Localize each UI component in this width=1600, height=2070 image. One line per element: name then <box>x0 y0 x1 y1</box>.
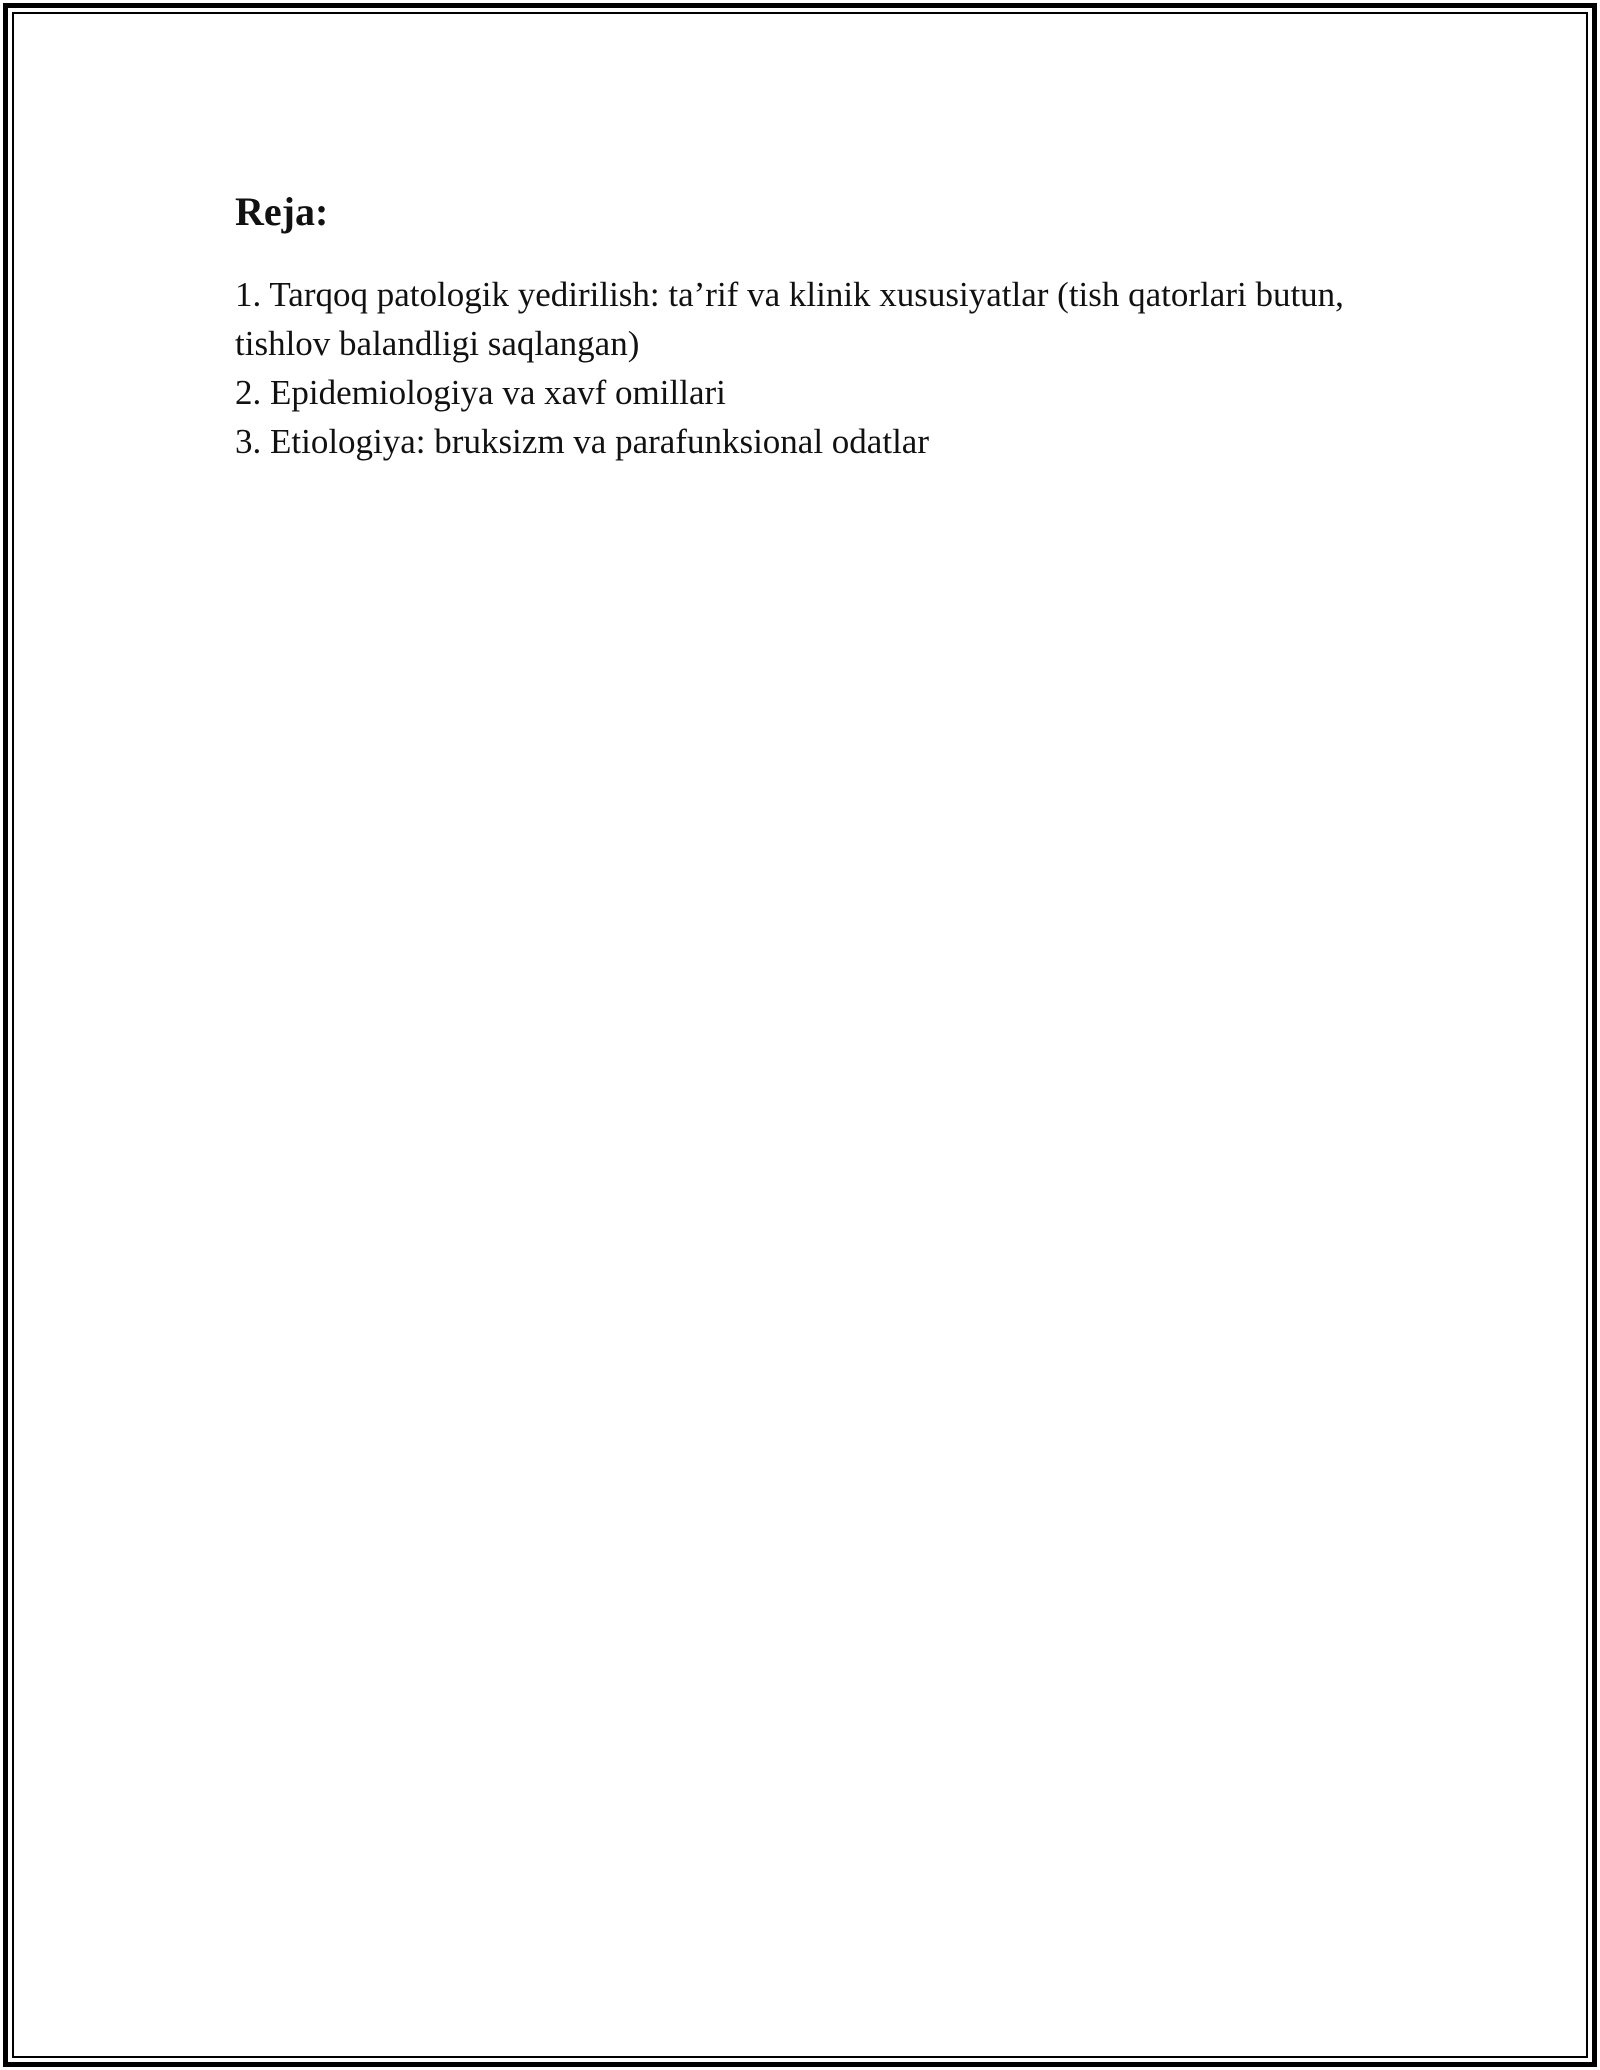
plan-item-2: 2. Epidemiologiya va xavf omillari <box>235 373 726 412</box>
plan-item-1: 1. Tarqoq patologik yedirilish: ta’rif va klinik xususiyatlar (tish qatorlari butun, tishlov balandligi saqlangan) <box>235 275 1344 363</box>
plan-item-3: 3. Etiologiya: bruksizm va parafunksional odatlar <box>235 422 929 461</box>
plan-heading: Reja: <box>235 189 329 234</box>
document-content <box>235 184 1365 466</box>
plan-list <box>235 270 1365 466</box>
